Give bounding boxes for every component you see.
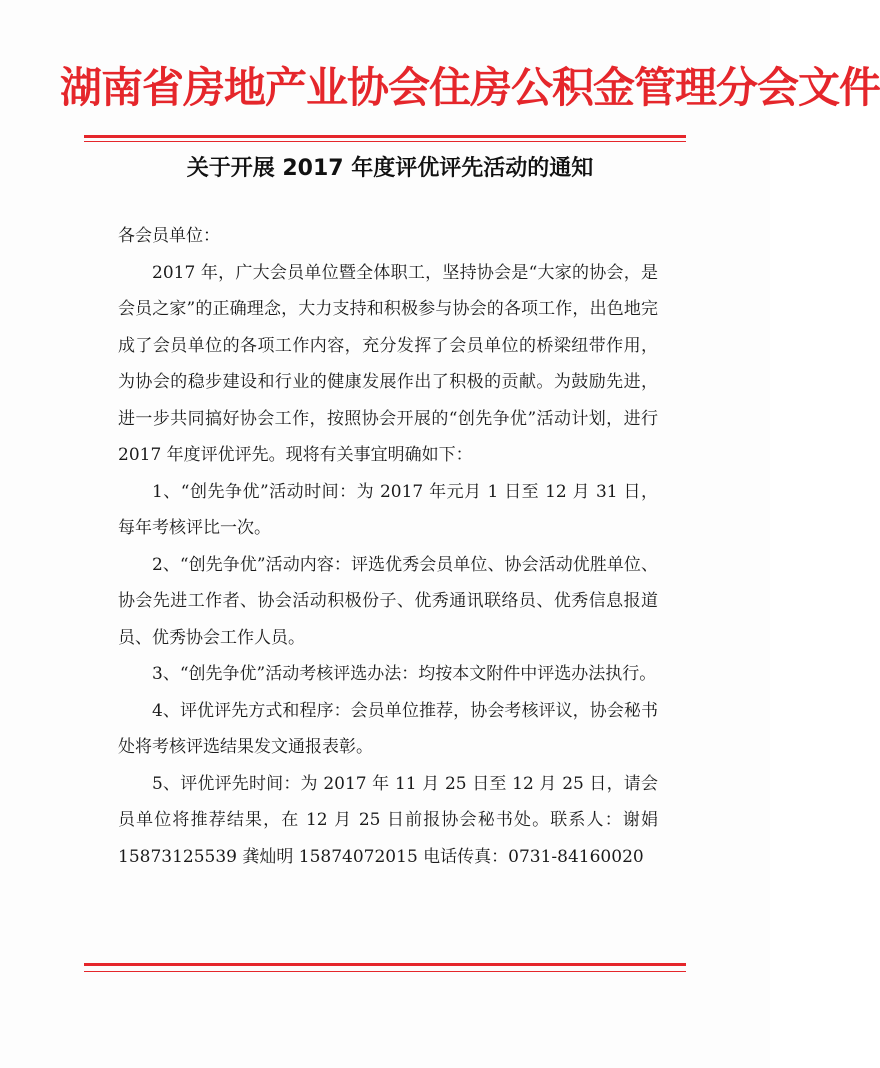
paragraph-intro: 2017 年，广大会员单位暨全体职工，坚持协会是“大家的协会，是会员之家”的正确理念，大力支持和积极参与协会的各项工作，出色地完成了会员单位的各项工作内容，充分发挥了会员单位的桥梁纽带作用，为协会的稳步建设和行业的健康发展作出了积极的贡献。为鼓励先进，进一步共同搞好协会工作，按照协会开展的“创先争优”活动计划，进行 2017 年度评优评先。现将有关事宜明确如下： <box>118 262 658 465</box>
header-rule-thin <box>84 141 686 142</box>
paragraph-item-5: 5、评优评先时间：为 2017 年 11 月 25 日至 12 月 25 日，请会员单位将推荐结果，在 12 月 25 日前报协会秘书处。联系人：谢娟 15873125539 龚灿明 15874072015 电话传真：0731-84160020 <box>118 773 658 867</box>
paragraph-item-2: 2、“创先争优”活动内容：评选优秀会员单位、协会活动优胜单位、协会先进工作者、协会活动积极份子、优秀通讯联络员、优秀信息报道员、优秀协会工作人员。 <box>118 554 658 648</box>
footer-rule-thin <box>84 971 686 972</box>
notice-body <box>118 218 658 875</box>
salutation: 各会员单位： <box>118 226 220 246</box>
document-header-title: 湖南省房地产业协会住房公积金管理分会文件 <box>60 63 880 112</box>
paragraph-item-4: 4、评优评先方式和程序：会员单位推荐，协会考核评议，协会秘书处将考核评选结果发文通报表彰。 <box>118 700 658 757</box>
notice-title: 关于开展 2017 年度评优评先活动的通知 <box>186 156 594 181</box>
paragraph-item-3: 3、“创先争优”活动考核评选办法：均按本文附件中评选办法执行。 <box>152 664 657 684</box>
header-rule-thick <box>84 135 686 138</box>
paragraph-item-1: 1、“创先争优”活动时间：为 2017 年元月 1 日至 12 月 31 日，每年考核评比一次。 <box>118 481 658 538</box>
footer-rule-thick <box>84 963 686 966</box>
